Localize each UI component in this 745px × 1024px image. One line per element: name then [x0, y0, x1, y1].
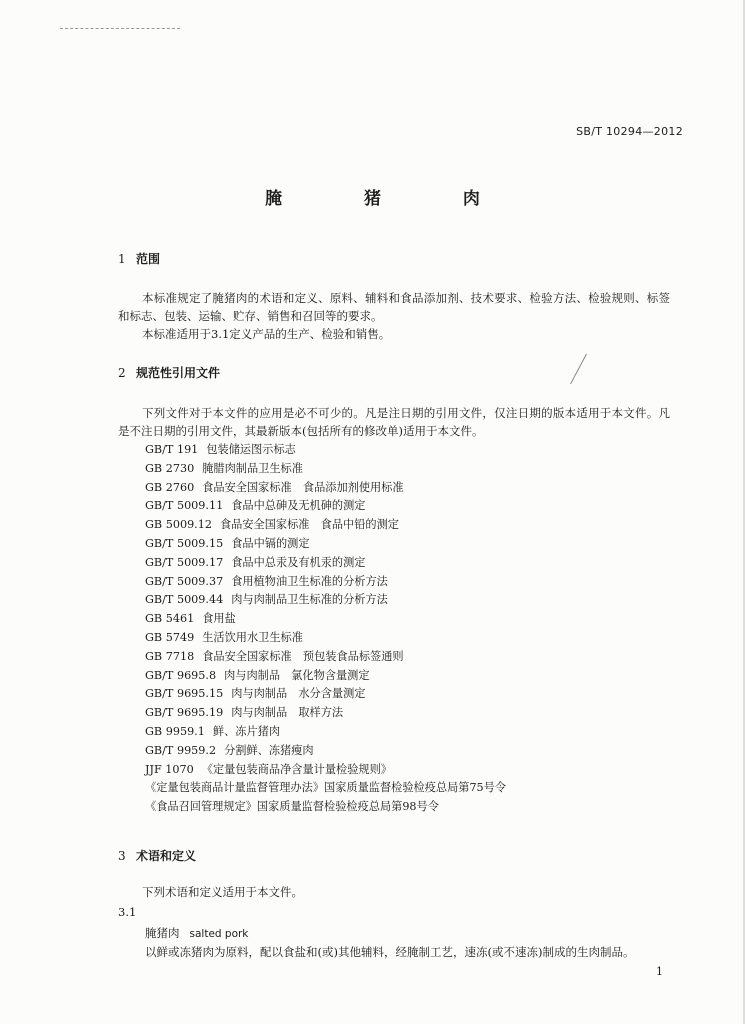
- scan-mark: [570, 354, 587, 384]
- reference-item: [145, 667, 506, 686]
- term-entry: [145, 925, 248, 941]
- terms-intro: 下列术语和定义适用于本文件。: [142, 885, 303, 899]
- reference-item: [145, 479, 506, 498]
- reference-item: [145, 554, 506, 573]
- reference-list: [145, 441, 506, 817]
- reference-code: JJF 1070: [145, 762, 194, 776]
- reference-code: GB 9959.1: [145, 724, 205, 738]
- reference-title: 《定量包装商品计量监督管理办法》国家质量监督检验检疫总局第75号令: [145, 781, 507, 795]
- reference-title: 肉与肉制品卫生标准的分析方法: [231, 593, 388, 607]
- reference-code: GB/T 5009.11: [145, 499, 224, 513]
- standard-number: SB/T 10294—2012: [576, 125, 683, 138]
- reference-title: 食品安全国家标准 食品中铅的测定: [219, 518, 399, 532]
- reference-item: [145, 591, 506, 610]
- reference-item: [145, 798, 506, 817]
- reference-title: 腌腊肉制品卫生标准: [202, 461, 303, 475]
- reference-code: GB/T 5009.44: [145, 593, 224, 607]
- reference-code: GB 2730: [145, 461, 195, 475]
- reference-code: GB 2760: [145, 480, 195, 494]
- section-2-heading: [118, 364, 220, 381]
- term-chinese: 腌猪肉: [145, 926, 180, 940]
- reference-item: [145, 685, 506, 704]
- top-rule: [60, 28, 180, 29]
- reference-code: GB/T 9959.2: [145, 743, 217, 757]
- reference-item: [145, 723, 506, 742]
- document-title: 腌 猪 肉: [265, 189, 518, 209]
- section-title: 术语和定义: [136, 849, 197, 863]
- reference-code: GB/T 191: [145, 443, 199, 456]
- reference-title: 食品中镉的测定: [231, 536, 310, 550]
- reference-title: 食品安全国家标准 食品添加剂使用标准: [202, 480, 404, 494]
- reference-code: GB 5009.12: [145, 518, 212, 532]
- reference-code: GB/T 9695.19: [145, 706, 224, 720]
- reference-title: 生活饮用水卫生标准: [202, 630, 303, 644]
- reference-item: [145, 516, 506, 535]
- reference-title: 包装储运图示标志: [206, 443, 296, 456]
- reference-title: 肉与肉制品 氯化物含量测定: [224, 668, 370, 682]
- reference-item: [145, 497, 506, 516]
- reference-code: GB/T 5009.17: [145, 555, 224, 569]
- reference-code: GB/T 5009.15: [145, 536, 224, 550]
- reference-title: 分割鲜、冻猪瘦肉: [224, 743, 314, 757]
- reference-item: [145, 742, 506, 761]
- section-number: 2: [118, 366, 126, 380]
- page-number: 1: [656, 965, 663, 978]
- section-number: 3: [118, 849, 126, 863]
- reference-item: [145, 441, 506, 460]
- section-1-heading: [118, 250, 160, 267]
- reference-item: [145, 704, 506, 723]
- reference-title: 《定量包装商品净含量计量检验规则》: [201, 762, 392, 776]
- scope-applicability: 本标准适用于3.1定义产品的生产、检验和销售。: [142, 327, 391, 341]
- reference-code: GB 5461: [145, 612, 195, 626]
- references-intro: 下列文件对于本文件的应用是必不可少的。凡是注日期的引用文件，仅注日期的版本适用于本文件。凡是不注日期的引用文件，其最新版本(包括所有的修改单)适用于本文件。: [118, 406, 670, 438]
- section-3-heading: [118, 847, 196, 864]
- section-title: 规范性引用文件: [136, 366, 221, 380]
- reference-item: [145, 779, 506, 798]
- term-english: salted pork: [189, 928, 249, 940]
- reference-item: [145, 573, 506, 592]
- reference-item: [145, 761, 506, 780]
- reference-code: GB/T 9695.8: [145, 668, 217, 682]
- reference-item: [145, 535, 506, 554]
- reference-title: 鲜、冻片猪肉: [212, 724, 281, 738]
- reference-item: [145, 610, 506, 629]
- reference-title: 食品安全国家标准 预包装食品标签通则: [202, 649, 404, 663]
- term-definition: 以鲜或冻猪肉为原料，配以食盐和(或)其他辅料，经腌制工艺，速冻(或不速冻)制成的生肉制品。: [145, 945, 635, 959]
- reference-title: 食用盐: [202, 612, 236, 626]
- reference-title: 食用植物油卫生标准的分析方法: [231, 574, 388, 588]
- reference-code: GB 5749: [145, 630, 195, 644]
- scope-paragraph: 本标准规定了腌猪肉的术语和定义、原料、辅料和食品添加剂、技术要求、检验方法、检验规则、标签和标志、包装、运输、贮存、销售和召回等的要求。: [118, 291, 670, 323]
- reference-item: [145, 460, 506, 479]
- reference-code: GB 7718: [145, 649, 195, 663]
- reference-code: GB/T 9695.15: [145, 687, 224, 701]
- section-number: 1: [118, 252, 126, 266]
- term-number: 3.1: [118, 905, 137, 919]
- reference-title: 食品中总汞及有机汞的测定: [231, 555, 366, 569]
- reference-title: 《食品召回管理规定》国家质量监督检验检疫总局第98号令: [145, 800, 439, 814]
- reference-title: 食品中总砷及无机砷的测定: [231, 499, 366, 513]
- reference-item: [145, 629, 506, 648]
- reference-title: 肉与肉制品 水分含量测定: [231, 687, 366, 701]
- reference-item: [145, 648, 506, 667]
- reference-title: 肉与肉制品 取样方法: [231, 706, 344, 720]
- section-title: 范围: [136, 252, 161, 266]
- reference-code: GB/T 5009.37: [145, 574, 224, 588]
